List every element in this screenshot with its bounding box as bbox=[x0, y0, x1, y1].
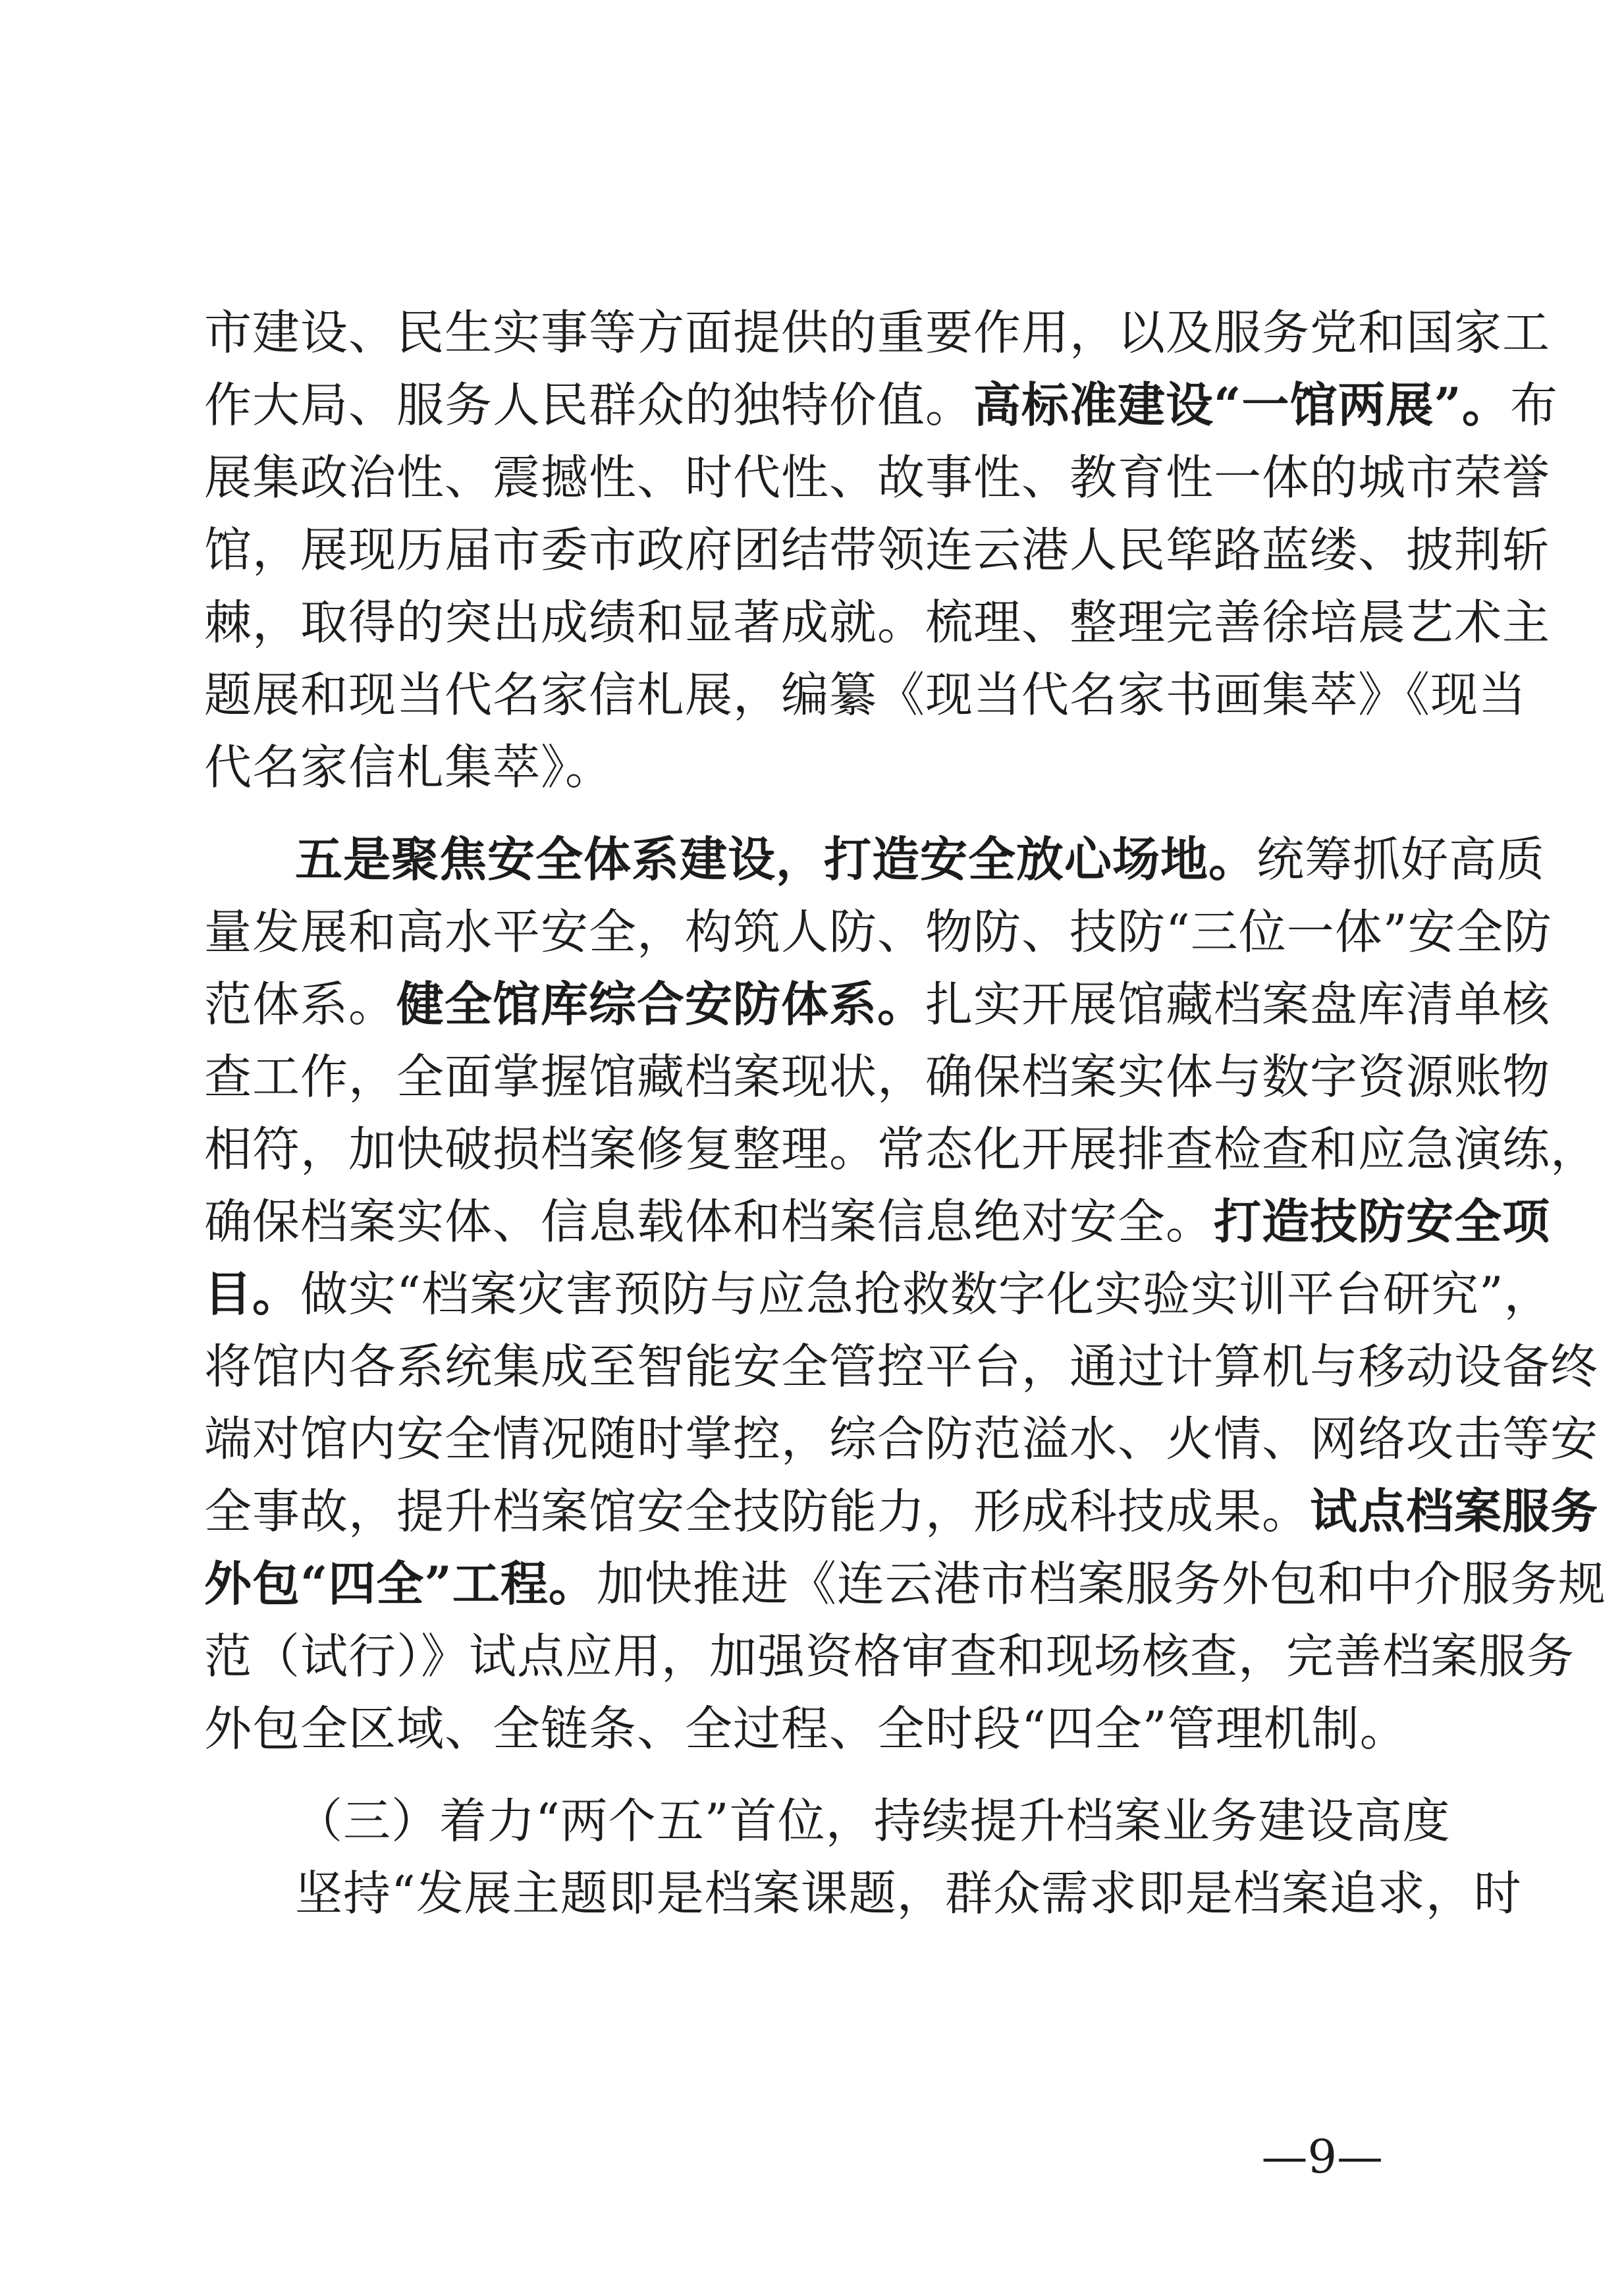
text-line: 坚持“发展主题即是档案课题，群众需求即是档案追求，时 bbox=[295, 1866, 1522, 1921]
text-line: 量发展和高水平安全，构筑人防、物防、技防“三位一体”安全防 bbox=[204, 904, 1552, 960]
text-line: 相符，加快破损档案修复整理。常态化开展排查检查和应急演练， bbox=[204, 1122, 1599, 1177]
bold-heading: 目。 bbox=[204, 1266, 301, 1322]
text-line: 端对馆内安全情况随时掌控，综合防范溢水、火情、网络攻击等安 bbox=[204, 1411, 1599, 1467]
text-line: 查工作，全面掌握馆藏档案现状，确保档案实体与数字资源账物 bbox=[204, 1049, 1551, 1104]
bold-heading: 外包“四全”工程。 bbox=[204, 1555, 597, 1611]
bold-heading: 试点档案服务 bbox=[1310, 1483, 1599, 1539]
text-line: 外包全区域、全链条、全过程、全时段“四全”管理机制。 bbox=[204, 1701, 1408, 1756]
bold-heading: 打造技防安全项 bbox=[1214, 1193, 1551, 1249]
text-line: 范（试行）》试点应用，加强资格审查和现场核查，完善档案服务 bbox=[204, 1629, 1575, 1684]
page-number: —9— bbox=[1261, 2130, 1383, 2184]
text-line: 代名家信札集萃》。 bbox=[204, 740, 614, 795]
text-line: 确保档案实体、信息载体和档案信息绝对安全。打造技防安全项 bbox=[204, 1193, 1551, 1249]
section-heading: （三）着力“两个五”首位，持续提升档案业务建设高度 bbox=[295, 1793, 1451, 1849]
text-line: 馆，展现历届市委市政府团结带领连云港人民筚路蓝缕、披荆斩 bbox=[204, 522, 1551, 578]
bold-heading: 高标准建设“一馆两展”。 bbox=[973, 377, 1510, 433]
text-line: 题展和现当代名家信札展，编纂《现当代名家书画集萃》《现当 bbox=[204, 667, 1527, 722]
bold-heading: 健全馆库综合安防体系。 bbox=[396, 976, 926, 1032]
text-line: 展集政治性、震撼性、时代性、故事性、教育性一体的城市荣誉 bbox=[204, 450, 1551, 505]
text-line: 五是聚焦安全体系建设，打造安全放心场地。统筹抓好高质 bbox=[295, 831, 1546, 887]
text-line: 范体系。健全馆库综合安防体系。扎实开展馆藏档案盘库清单核 bbox=[204, 976, 1551, 1032]
text-line: 目。做实“档案灾害预防与应急抢救数字化实验实训平台研究”， bbox=[204, 1266, 1552, 1322]
bold-heading: 五是聚焦安全体系建设，打造安全放心场地。 bbox=[295, 831, 1257, 887]
text-line: 外包“四全”工程。加快推进《连云港市档案服务外包和中介服务规 bbox=[204, 1555, 1606, 1611]
text-line: 作大局、服务人民群众的独特价值。高标准建设“一馆两展”。布 bbox=[204, 377, 1558, 433]
text-line: 将馆内各系统集成至智能安全管控平台，通过计算机与移动设备终 bbox=[204, 1339, 1599, 1394]
text-line: 市建设、民生实事等方面提供的重要作用，以及服务党和国家工 bbox=[204, 305, 1551, 360]
text-line: 棘，取得的突出成绩和显著成就。梳理、整理完善徐培晨艺术主 bbox=[204, 595, 1551, 650]
text-line: 全事故，提升档案馆安全技防能力，形成科技成果。试点档案服务 bbox=[204, 1483, 1599, 1539]
